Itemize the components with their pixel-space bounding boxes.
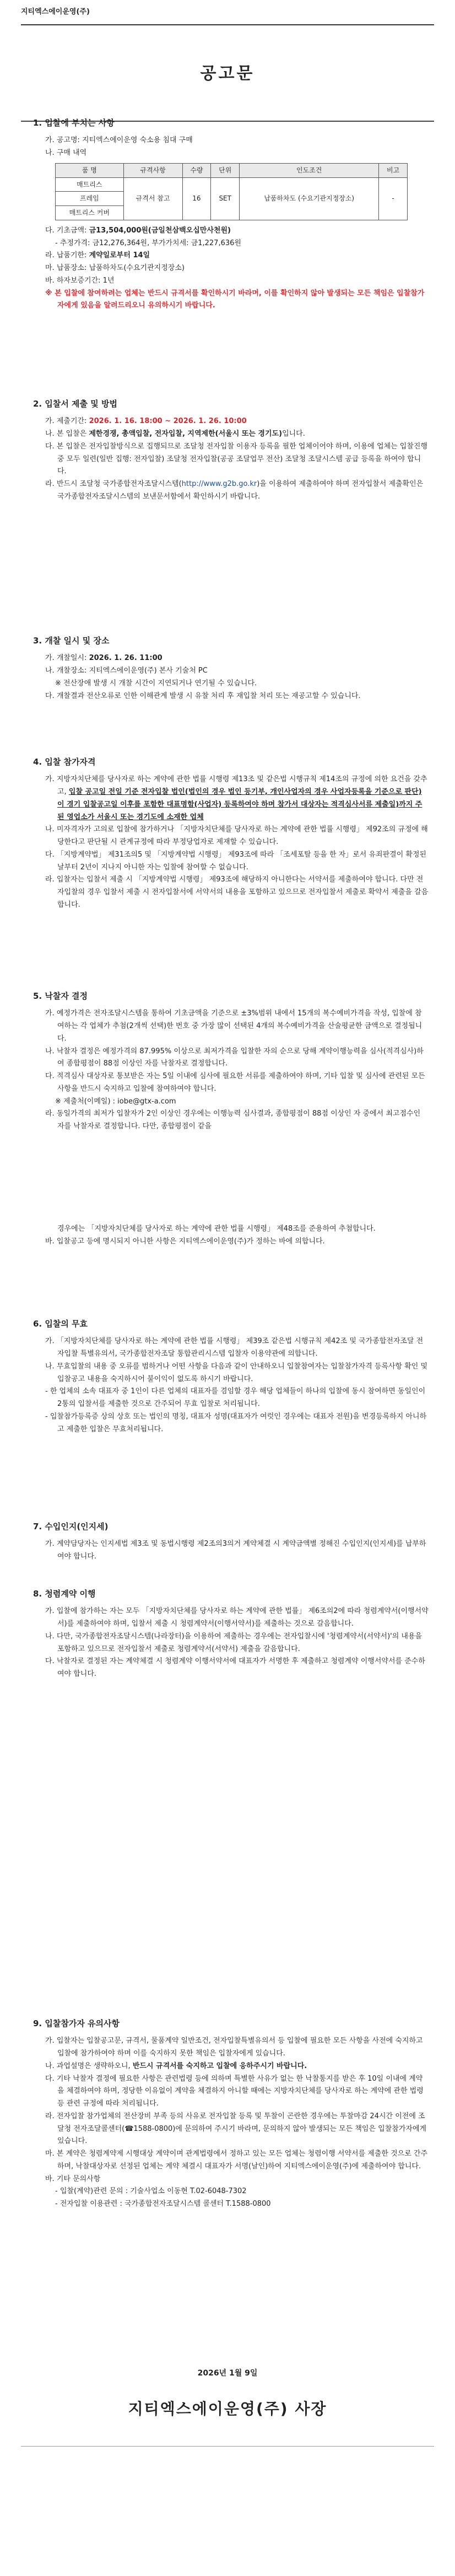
s1-d-label: 라. 납품기한: bbox=[45, 251, 89, 260]
cell-delivery: 납품하차도 (수요기관지정장소) bbox=[240, 177, 379, 220]
section-7 bbox=[21, 1519, 434, 1563]
th-qty: 수량 bbox=[182, 163, 211, 177]
cell-item: 매트리스 bbox=[56, 177, 124, 192]
s7-item-a: 가. 계약담당자는 인지세법 제3조 및 동법시행령 제2조의3의거 계약체결 시 계약금액별 정해진 수입인지(인지세)를 납부하여야 합니다. bbox=[45, 1540, 426, 1561]
s8-item-c: 다. 낙찰자로 결정된 자는 계약체결 시 청렴계약 이행서약서에 대표자가 서명한 후 제출하고 청렴계약 이행서약서를 준수하여야 합니다. bbox=[45, 1657, 425, 1678]
s3-a-label: 가. 개찰일시: bbox=[45, 654, 89, 663]
th-unit: 단위 bbox=[211, 163, 240, 177]
s2-item-a bbox=[45, 415, 429, 428]
s5-item-b: 나. 낙찰자 결정은 예정가격의 87.995% 이상으로 최저가격을 입찰한 자의 순으로 당해 계약이행능력을 심사(적격심사)하여 종합평점이 88점 이상인 자를 낙찰자로 결정합니다. bbox=[45, 1047, 424, 1068]
section-8 bbox=[21, 1587, 434, 1681]
s2-item-d bbox=[45, 478, 429, 504]
section-heading: 4. 입찰 참가자격 bbox=[33, 757, 96, 767]
s5-c-note: ※ 제출처(이메일) : iobe@gtx-a.com bbox=[55, 1097, 176, 1106]
s1-item-f: 바. 하자보증기간: 1년 bbox=[45, 276, 115, 285]
page-title: 공고문 bbox=[200, 64, 255, 83]
section-3 bbox=[21, 634, 434, 702]
s9-contact-2: - 전자입찰 이용관련 : 국가종합전자조달시스템 콜센터 T.1588-0800 bbox=[55, 2200, 271, 2208]
s3-item-a bbox=[45, 652, 429, 665]
table-row bbox=[56, 177, 408, 192]
cell-spec: 규격서 참고 bbox=[123, 177, 182, 220]
section-heading: 3. 개찰 일시 및 장소 bbox=[33, 636, 110, 646]
section-4 bbox=[21, 755, 434, 912]
s6-item-b: 나. 무효입찰의 내용 중 오류를 범하거나 어떤 사항을 다음과 같이 안내하오니 입찰참여자는 입찰참가자격 등록사항 확인 및 입찰공고 내용을 숙지하시어 불이익이 없도록 하시기 바랍니다. bbox=[45, 1362, 428, 1383]
header-org: 지티엑스에이운영(주) bbox=[21, 0, 434, 25]
s4-item-a bbox=[45, 773, 429, 824]
s2-item-c: 다. 본 입찰은 전자입찰방식으로 집행되므로 조달청 전자입찰 이용자 등록을 필한 업체이어야 하며, 이용에 업체는 입찰진행 중 모두 일련(일반 집행: 전자입찰) 조달청 전자입찰(공공 조달업무 전산) 조달청 조달시스템 공급 등록을 하여야 합니다. bbox=[45, 442, 428, 476]
bid-type: 제한경쟁, 총액입찰, 전자입찰, 지역제한(서울시 또는 경기도) bbox=[89, 430, 283, 438]
s9-item-c: 다. 기타 낙찰자 결정에 필요한 사항은 관련법령 등에 의하며 특별한 사유가 없는 한 낙찰통지를 받은 후 10일 이내에 계약을 체결하여야 하며, 정당한 이유없이 계약을 체결하지 아니할 때에는 지방자치단체를 당사자로 하는 계약에 관한 법령 등 관련 규정에 따라 처리됩니다. bbox=[45, 2074, 424, 2108]
s4-a-pre: 가. 지방자치단체를 당사자로 하는 계약에 관한 법률 시행령 제13조 및 같은법 시행규칙 제14조의 규정에 의한 요건을 갖추고, bbox=[45, 775, 427, 796]
delivery-deadline: 계약일로부터 14일 bbox=[89, 251, 150, 260]
s1-c-label: 다. 기초금액: bbox=[45, 226, 89, 235]
section-2 bbox=[21, 397, 434, 504]
s1-item-c bbox=[45, 225, 429, 237]
s2-a-label: 가. 제출기간: bbox=[45, 417, 89, 426]
s2-item-b bbox=[45, 428, 429, 441]
s1-item-d bbox=[45, 250, 429, 262]
section-heading: 6. 입찰의 무효 bbox=[33, 1319, 88, 1329]
s8-item-b: 나. 다만, 국가종합전자조달시스템(나라장터)을 이용하여 제출하는 경우에는 전자입찰시에 '청렴계약서(서약서)'의 내용을 포함하고 있으므로 전자입찰서 제출로 청렴계약서(서약서) 제출을 갈음합니다. bbox=[45, 1632, 422, 1653]
th-spec: 규격사항 bbox=[123, 163, 182, 177]
section-5 bbox=[21, 989, 434, 1133]
submission-period: 2026. 1. 16. 18:00 ~ 2026. 1. 26. 10:00 bbox=[89, 417, 247, 426]
s5-d-continued: 경우에는 「지방자치단체를 당사자로 하는 계약에 관한 법률 시행령」 제48조를 준용하여 추첨합니다. bbox=[57, 1225, 376, 1233]
bottom-divider bbox=[21, 2446, 434, 2447]
cell-note: - bbox=[379, 177, 408, 220]
s4-item-d: 라. 입찰자는 입찰서 제출 시 「지방계약법 시행령」 제93조에 해당하지 아니한다는 서약서를 제출하여야 합니다. 다만 전자입찰의 경우 입찰서 제출 시 전자입찰서에 서약서의 내용을 포함하고 있으므로 전자입찰서 제출로 확약서 제출을 갈음합니다. bbox=[45, 875, 429, 909]
opening-datetime: 2026. 1. 26. 11:00 bbox=[89, 654, 162, 663]
section-heading: 5. 낙찰자 결정 bbox=[33, 991, 88, 1001]
section-heading: 2. 입찰서 제출 및 방법 bbox=[33, 399, 117, 409]
s9-item-a: 가. 입찰자는 입찰공고문, 규격서, 물품계약 일반조건, 전자입찰특별유의서 등 입찰에 필요한 모든 사항을 사전에 숙지하고 입찰에 참가하여야 하며 이를 숙지하지 못한 책임은 입찰자에게 있습니다. bbox=[45, 2037, 423, 2058]
s6-item-b2: - 입찰참가등록증 상의 상호 또는 법인의 명칭, 대표자 성명(대표자가 여럿인 경우에는 대표자 전원)을 변경등록하지 아니하고 제출한 입찰은 무효처리됩니다. bbox=[45, 1412, 427, 1433]
table-header-row bbox=[56, 163, 408, 177]
cell-item: 매트리스 커버 bbox=[56, 206, 124, 220]
cell-unit: SET bbox=[211, 177, 240, 220]
s6-item-a: 가. 「지방자치단체를 당사자로 하는 계약에 관한 법률 시행령」 제39조 같은법 시행규칙 제42조 및 국가종합전자조달 전자입찰 특별유의서, 국가종합전자조달 통합관리시스템 입찰자 이용약관에 의합니다. bbox=[45, 1337, 424, 1358]
s3-b-note: ※ 전산장애 발생 시 개찰 시간이 지연되거나 연기될 수 있습니다. bbox=[55, 679, 257, 688]
section-heading: 9. 입찰참가자 유의사항 bbox=[33, 2018, 120, 2028]
s6-item-b1: - 한 업체의 소속 대표자 중 1인이 다른 업체의 대표자를 겸임할 경우 해당 업체들이 하나의 입찰에 동시 참여하면 동일인이 2통의 입찰서를 제출한 것으로 간주되어 무효 입찰로 처리됩니다. bbox=[45, 1387, 426, 1408]
notice-date: 2026년 1월 9일 bbox=[197, 2369, 258, 2378]
s9-item-f: 바. 기타 문의사항 bbox=[45, 2174, 101, 2183]
section-6 bbox=[21, 1317, 434, 1436]
s3-item-c: 다. 개찰결과 전산오류로 인한 이해관계 발생 시 유찰 처리 후 재입찰 처리 또는 재공고할 수 있습니다. bbox=[45, 691, 361, 700]
section-heading: 1. 입찰에 부치는 사항 bbox=[33, 118, 115, 128]
section-9 bbox=[21, 2016, 434, 2211]
s8-item-a: 가. 입찰에 참가하는 자는 모두 「지방자치단체를 당사자로 하는 계약에 관한 법률」 제6조의2에 따라 청렴계약서(이행서약서)를 제출하여야 하며, 입찰서 제출 시 청렴계약서(이행서약서)를 제출하는 것으로 갈음합니다. bbox=[45, 1607, 429, 1628]
s1-warning: ※ 본 입찰에 참여하려는 업체는 반드시 규격서를 확인하시기 바라며, 이를 확인하지 않아 발생되는 모든 책임은 입찰참가자에게 있음을 알려드리오니 유의하시기 바랍니다. bbox=[45, 289, 425, 310]
s1-item-a: 가. 공고명: 지티엑스에이운영 숙소용 침대 구매 bbox=[45, 136, 193, 145]
issuer-name: 지티엑스에이운영(주) 사장 bbox=[128, 2400, 327, 2418]
section-heading: 8. 청렴계약 이행 bbox=[33, 1589, 96, 1599]
s2-d-post: )을 이용하여 제출하여야 하며 전자입찰서 제출확인은 국가종합전자조달시스템의 보낸문서함에서 확인하시기 바랍니다. bbox=[57, 480, 424, 501]
section-1 bbox=[21, 116, 434, 312]
section-heading: 7. 수입인지(인지세) bbox=[33, 1522, 109, 1531]
s9-item-d: 라. 전자입찰 참가업체의 전산장비 부족 등의 사유로 전자입찰 등록 및 투찰이 곤란한 경우에는 투찰마감 24시간 이전에 조달청 전자조달콜센터(☎1588-0800)에 문의하여 주시기 바라며, 문의하지 않아 발생되는 모든 책임은 입찰참가자에게 있습니다. bbox=[45, 2112, 427, 2146]
s2-b-pre: 나. 본 입찰은 bbox=[45, 430, 89, 438]
s5-item-a: 가. 예정가격은 전자조달시스템을 통하여 기초금액을 기준으로 ±3%범위 내에서 15개의 복수예비가격을 작성, 입찰에 참여하는 각 업체가 추첨(2개씩 선택)한 번호 중 가장 많이 선택된 4개의 복수예비가격을 산술평균한 금액으로 결정됩니다. bbox=[45, 1009, 422, 1043]
s1-item-e: 마. 납품장소: 납품하차도(수요기관지정장소) bbox=[45, 264, 185, 273]
section-5-continued bbox=[21, 1223, 434, 1248]
s9-contact-1: - 입찰(계약)관련 문의 : 기술사업소 이동현 T.02-6048-7302 bbox=[55, 2187, 247, 2196]
s5-item-c: 다. 적격심사 대상자로 통보받은 자는 5일 이내에 심사에 필요한 서류를 제출하여야 하며, 기타 입찰 및 심사에 관련된 모든 사항을 반드시 숙지하고 입찰에 참여하여야 합니다. bbox=[45, 1072, 425, 1093]
cell-item: 프레임 bbox=[56, 192, 124, 206]
s2-d-pre: 라. 반드시 조달청 국가종합전자조달시스템( bbox=[45, 480, 182, 488]
s9-b-pre: 나. 과업설명은 생략하오니, bbox=[45, 2061, 133, 2070]
s1-item-b: 나. 구매 내역 bbox=[45, 149, 87, 157]
th-name: 품 명 bbox=[56, 163, 124, 177]
g2b-link[interactable]: http://www.g2b.go.kr bbox=[181, 480, 257, 488]
s9-item-b bbox=[45, 2060, 429, 2073]
th-note: 비고 bbox=[379, 163, 408, 177]
s4-a-underlined: 입찰 공고일 전일 기준 전자입찰 법인(법인의 경우 법인 등기부, 개인사업자의 경우 사업자등록을 기준으로 판단)이 경기 입찰공고일 이후를 포함한 대표명함(사업자) 등록하여야 하며 참가서 대상자는 적격심사서류 제출일)까지 주된 영업소가 서울시 또는 경기도에 소재한 업체 bbox=[57, 788, 422, 821]
product-table bbox=[55, 163, 408, 220]
s4-item-b: 나. 미자격자가 고의로 입찰에 참가하거나 「지방자치단체를 당사자로 하는 계약에 관한 법률 시행령」 제92조의 규정에 해당한다고 판단될 시 관계규정에 따라 부정당업자로 제재할 수 있습니다. bbox=[45, 825, 428, 846]
s5-item-d: 라. 동일가격의 최저가 입찰자가 2인 이상인 경우에는 이행능력 심사결과, 종합평점이 88점 이상인 자 중에서 최고점수인 자를 낙찰자로 결정합니다. 다만, 종합평점이 같을 bbox=[45, 1110, 421, 1130]
s9-item-e: 마. 본 계약은 청렴계약제 시행대상 계약이며 관계법령에서 정하고 있는 모든 업체는 청렴이행 서약서를 제출한 것으로 간주하며, 낙찰대상자로 선정된 업체는 계약 체결시 대표자가 서명(날인)하여 지티엑스에이운영(주)에 제출하여야 합니다. bbox=[45, 2150, 428, 2171]
s4-item-c: 다. 「지방계약법」 제31조의5 및 「지방계약법 시행령」 제93조에 따라 「조세포탈 등을 한 자」로서 유죄판결이 확정된 날부터 2년이 지나지 아니한 자는 입찰에 참여할 수 없습니다. bbox=[45, 850, 427, 872]
s2-b-post: 입니다. bbox=[282, 430, 305, 438]
s3-item-b: 나. 개찰장소: 지티엑스에이운영(주) 본사 기술처 PC bbox=[45, 667, 208, 675]
th-delivery: 인도조건 bbox=[240, 163, 379, 177]
s1-c-sub: - 추정가격: 금12,276,364원, 부가가치세: 금1,227,636원 bbox=[55, 239, 241, 247]
cell-qty: 16 bbox=[182, 177, 211, 220]
s9-b-emphasis: 반드시 규격서를 숙지하고 입찰에 응하주시기 바랍니다. bbox=[132, 2061, 307, 2070]
base-amount: 금13,504,000원(금일천삼백오십만사천원) bbox=[89, 226, 231, 235]
s5-item-e: 바. 입찰공고 등에 명시되지 아니한 사항은 지티엑스에이운영(주)가 정하는 바에 의합니다. bbox=[45, 1237, 325, 1246]
